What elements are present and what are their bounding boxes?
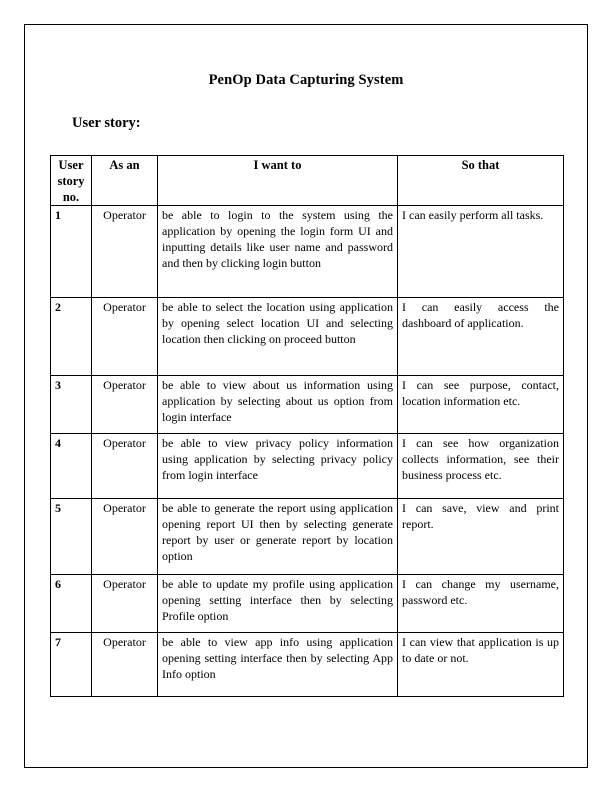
story-role: Operator bbox=[92, 499, 158, 575]
story-number: 4 bbox=[51, 434, 92, 499]
story-want: be able to view app info using application opening setting interface then by selecting App Info option bbox=[158, 633, 398, 697]
story-want: be able to view privacy policy information using application by selecting privacy policy from login interface bbox=[158, 434, 398, 499]
table-row bbox=[51, 633, 564, 697]
header-user-story-no: User story no. bbox=[51, 156, 92, 206]
story-so-that: I can change my username, password etc. bbox=[398, 575, 564, 633]
table-row bbox=[51, 499, 564, 575]
story-want: be able to generate the report using application opening report UI then by selecting generate report by user or generate report by location option bbox=[158, 499, 398, 575]
table-row bbox=[51, 298, 564, 376]
story-so-that: I can see purpose, contact, location information etc. bbox=[398, 376, 564, 434]
story-want: be able to view about us information using application by selecting about us option from login interface bbox=[158, 376, 398, 434]
story-want: be able to select the location using application by opening select location UI and selecting location then clicking on proceed button bbox=[158, 298, 398, 376]
table-row bbox=[51, 376, 564, 434]
story-number: 6 bbox=[51, 575, 92, 633]
table-row bbox=[51, 434, 564, 499]
table-header-row bbox=[51, 156, 564, 206]
story-so-that: I can view that application is up to date or not. bbox=[398, 633, 564, 697]
story-so-that: I can easily access the dashboard of application. bbox=[398, 298, 564, 376]
story-role: Operator bbox=[92, 376, 158, 434]
table-row bbox=[51, 575, 564, 633]
section-heading: User story: bbox=[72, 115, 141, 131]
story-number: 2 bbox=[51, 298, 92, 376]
story-role: Operator bbox=[92, 434, 158, 499]
story-want: be able to login to the system using the application by opening the login form UI and inputting details like user name and password and then by clicking login button bbox=[158, 206, 398, 298]
header-i-want-to: I want to bbox=[158, 156, 398, 206]
story-number: 3 bbox=[51, 376, 92, 434]
story-role: Operator bbox=[92, 298, 158, 376]
story-number: 1 bbox=[51, 206, 92, 298]
user-story-table bbox=[50, 155, 564, 697]
document-title: PenOp Data Capturing System bbox=[208, 72, 404, 88]
story-number: 5 bbox=[51, 499, 92, 575]
story-so-that: I can see how organization collects information, see their business process etc. bbox=[398, 434, 564, 499]
story-so-that: I can save, view and print report. bbox=[398, 499, 564, 575]
story-role: Operator bbox=[92, 575, 158, 633]
header-as-an: As an bbox=[92, 156, 158, 206]
story-number: 7 bbox=[51, 633, 92, 697]
table-row bbox=[51, 206, 564, 298]
header-so-that: So that bbox=[398, 156, 564, 206]
story-role: Operator bbox=[92, 633, 158, 697]
story-so-that: I can easily perform all tasks. bbox=[398, 206, 564, 298]
story-want: be able to update my profile using application opening setting interface then by selecting Profile option bbox=[158, 575, 398, 633]
story-role: Operator bbox=[92, 206, 158, 298]
